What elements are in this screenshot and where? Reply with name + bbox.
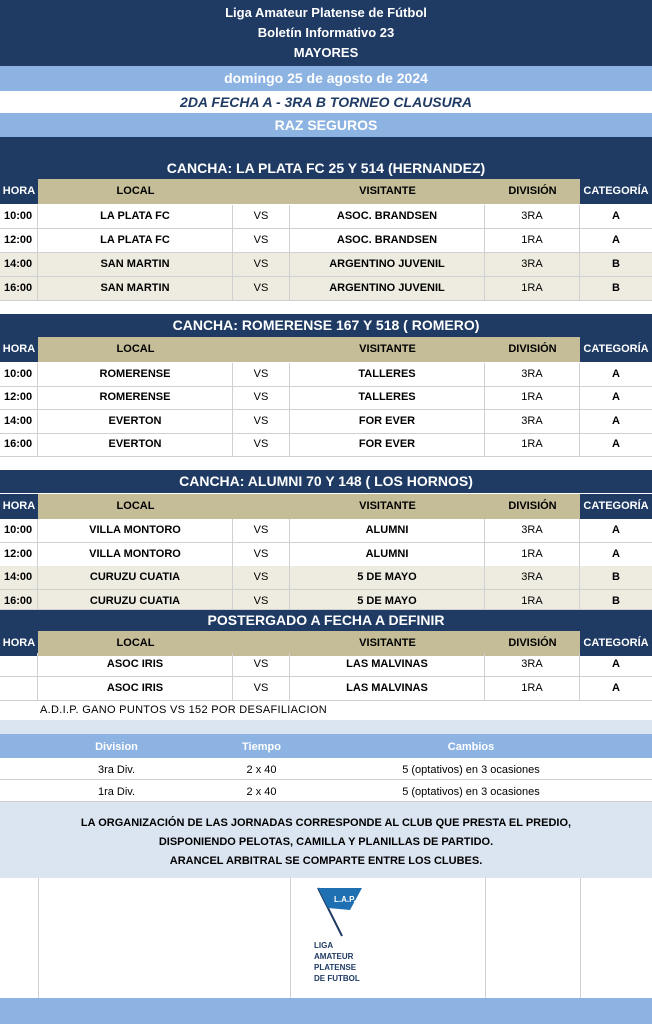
organization-note: LA ORGANIZACIÓN DE LAS JORNADAS CORRESPONDE AL CLUB QUE PRESTA EL PREDIO, DISPONIENDO PELOTAS, CAMILLA Y PLANILLAS DE PARTIDO. ARANCEL ARBITRAL SE COMPARTE ENTRE LOS CLUBES. xyxy=(0,802,652,878)
bulletin-header xyxy=(0,0,652,66)
bulletin-number: Boletín Informativo 23 xyxy=(257,25,395,40)
table-row: 14:00 EVERTON VS FOR EVER 3RA A xyxy=(0,410,652,434)
col-division: DIVISIÓN xyxy=(508,185,557,197)
table-row: 14:00 SAN MARTIN VS ARGENTINO JUVENIL 3RA B xyxy=(0,253,652,277)
section-1-header xyxy=(0,179,652,204)
summary-header xyxy=(0,734,652,758)
table-row: 14:00 CURUZU CUATIA VS 5 DE MAYO 3RA B xyxy=(0,566,652,590)
table-row: 16:00 SAN MARTIN VS ARGENTINO JUVENIL 1RA B xyxy=(0,277,652,301)
summary-row: 3ra Div. 2 x 40 5 (optativos) en 3 ocasiones xyxy=(0,758,652,780)
table-row: 10:00 ROMERENSE VS TALLERES 3RA A xyxy=(0,363,652,387)
section-2-title: CANCHA: ROMERENSE 167 Y 518 ( ROMERO) xyxy=(0,314,652,337)
summary-col-cambios: Cambios xyxy=(447,741,495,753)
note-spacer xyxy=(0,720,652,734)
footer-band xyxy=(0,998,652,1024)
section-2-header: HORA LOCAL VISITANTE DIVISIÓN CATEGORÍA xyxy=(0,337,652,362)
col-hora: HORA xyxy=(0,179,38,204)
table-row: 12:00 LA PLATA FC VS ASOC. BRANDSEN 1RA A xyxy=(0,229,652,253)
league-title: Liga Amateur Platense de Fútbol xyxy=(225,5,427,20)
section-3-title: CANCHA: ALUMNI 70 Y 148 ( LOS HORNOS) xyxy=(0,470,652,493)
league-logo-text: LIGA AMATEUR PLATENSE DE FUTBOL xyxy=(314,941,360,983)
col-local: LOCAL xyxy=(116,185,155,197)
section-3-header: HORA LOCAL VISITANTE DIVISIÓN CATEGORÍA xyxy=(0,494,652,519)
summary-row: 1ra Div. 2 x 40 5 (optativos) en 3 ocasiones xyxy=(0,780,652,802)
round-title: 2DA FECHA A - 3RA B TORNEO CLAUSURA xyxy=(180,94,472,110)
table-row: 10:00 LA PLATA FC VS ASOC. BRANDSEN 3RA A xyxy=(0,205,652,229)
table-row: ASOC IRIS VS LAS MALVINAS 3RA A xyxy=(0,653,652,677)
summary-col-division: Division xyxy=(95,741,138,753)
section-4-title: POSTERGADO A FECHA A DEFINIR xyxy=(0,610,652,631)
section-1-title: CANCHA: LA PLATA FC 25 Y 514 (HERNANDEZ) xyxy=(0,157,652,179)
section-4-header: HORA LOCAL VISITANTE DIVISIÓN CATEGORÍA xyxy=(0,631,652,656)
desafiliacion-note: A.D.I.P. GANO PUNTOS VS 152 POR DESAFILIACION xyxy=(40,704,327,716)
table-row: ASOC IRIS VS LAS MALVINAS 1RA A xyxy=(0,677,652,701)
table-row: 12:00 VILLA MONTORO VS ALUMNI 1RA A xyxy=(0,543,652,567)
table-row: 16:00 CURUZU CUATIA VS 5 DE MAYO 1RA B xyxy=(0,590,652,610)
table-row: 12:00 ROMERENSE VS TALLERES 1RA A xyxy=(0,386,652,410)
category-title: MAYORES xyxy=(293,45,359,60)
league-flag-logo xyxy=(312,884,368,940)
table-row: 10:00 VILLA MONTORO VS ALUMNI 3RA A xyxy=(0,519,652,543)
sponsor-banner: RAZ SEGUROS xyxy=(0,113,652,137)
summary-col-tiempo: Tiempo xyxy=(242,741,281,753)
match-date: domingo 25 de agosto de 2024 xyxy=(0,66,652,91)
logo-flag-text: L.A.P. xyxy=(334,895,356,904)
col-categoria: CATEGORÍA xyxy=(580,179,652,204)
header-spacer xyxy=(0,137,652,157)
col-visitante: VISITANTE xyxy=(359,185,416,197)
table-row: 16:00 EVERTON VS FOR EVER 1RA A xyxy=(0,433,652,457)
